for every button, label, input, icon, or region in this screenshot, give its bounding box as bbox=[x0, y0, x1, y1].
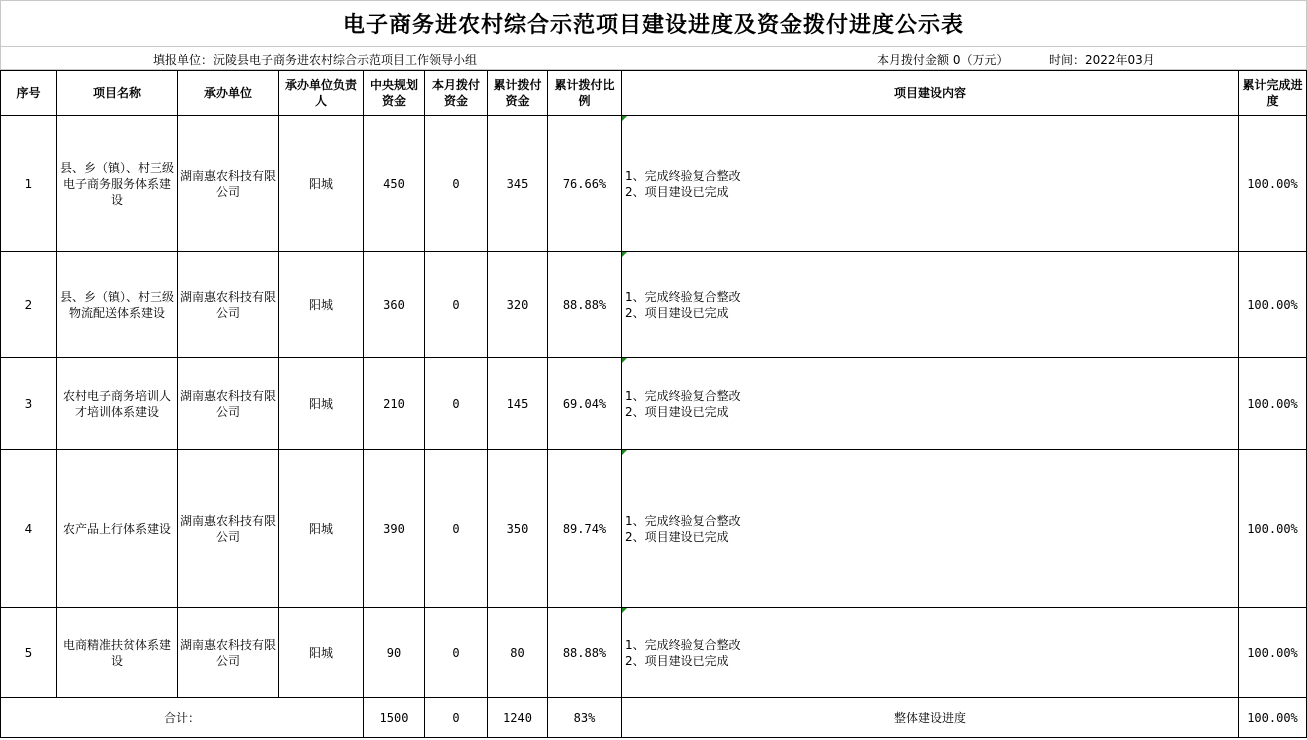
header-no: 序号 bbox=[1, 71, 57, 116]
cell-progress: 100.00% bbox=[1239, 116, 1307, 252]
cell-progress: 100.00% bbox=[1239, 608, 1307, 698]
header-unit: 承办单位 bbox=[178, 71, 279, 116]
table-row bbox=[1, 608, 1307, 698]
content-line-1: 1、完成终验复合整改 bbox=[625, 289, 741, 304]
cell-content bbox=[622, 116, 1239, 252]
cell-no: 1 bbox=[1, 116, 57, 252]
content-line-1: 1、完成终验复合整改 bbox=[625, 168, 741, 183]
content-line-1: 1、完成终验复合整改 bbox=[625, 388, 741, 403]
header-name: 项目名称 bbox=[57, 71, 178, 116]
cell-central: 360 bbox=[364, 252, 425, 358]
comment-marker-icon bbox=[622, 252, 627, 257]
cell-ratio: 89.74% bbox=[548, 450, 622, 608]
content-line-2: 2、项目建设已完成 bbox=[625, 404, 729, 419]
cell-project-name: 农村电子商务培训人才培训体系建设 bbox=[57, 358, 178, 450]
cell-project-name: 农产品上行体系建设 bbox=[57, 450, 178, 608]
cell-project-name: 县、乡（镇）、村三级物流配送体系建设 bbox=[57, 252, 178, 358]
progress-table bbox=[0, 70, 1307, 738]
cell-project-name: 电商精准扶贫体系建设 bbox=[57, 608, 178, 698]
cell-unit: 湖南惠农科技有限公司 bbox=[178, 358, 279, 450]
cell-person: 阳城 bbox=[279, 252, 364, 358]
cell-cum: 80 bbox=[488, 608, 548, 698]
reporting-unit: 填报单位：沅陵县电子商务进农村综合示范项目工作领导小组 bbox=[153, 53, 478, 67]
cell-cum: 350 bbox=[488, 450, 548, 608]
title-row bbox=[0, 0, 1307, 46]
cell-no: 5 bbox=[1, 608, 57, 698]
cell-month: 0 bbox=[425, 358, 488, 450]
info-row bbox=[0, 46, 1307, 70]
cell-ratio: 76.66% bbox=[548, 116, 622, 252]
cell-content bbox=[622, 358, 1239, 450]
cell-month: 0 bbox=[425, 450, 488, 608]
total-label: 合计： bbox=[1, 698, 364, 738]
total-progress: 100.00% bbox=[1239, 698, 1307, 738]
cell-cum: 145 bbox=[488, 358, 548, 450]
cell-content bbox=[622, 450, 1239, 608]
cell-unit: 湖南惠农科技有限公司 bbox=[178, 450, 279, 608]
table-row bbox=[1, 450, 1307, 608]
total-central: 1500 bbox=[364, 698, 425, 738]
table-row bbox=[1, 358, 1307, 450]
header-cum: 累计拨付资金 bbox=[488, 71, 548, 116]
cell-progress: 100.00% bbox=[1239, 252, 1307, 358]
comment-marker-icon bbox=[622, 116, 627, 121]
content-line-2: 2、项目建设已完成 bbox=[625, 184, 729, 199]
total-row bbox=[1, 698, 1307, 738]
cell-person: 阳城 bbox=[279, 450, 364, 608]
table-row bbox=[1, 252, 1307, 358]
cell-central: 210 bbox=[364, 358, 425, 450]
cell-person: 阳城 bbox=[279, 116, 364, 252]
total-content: 整体建设进度 bbox=[622, 698, 1239, 738]
content-line-2: 2、项目建设已完成 bbox=[625, 305, 729, 320]
cell-ratio: 69.04% bbox=[548, 358, 622, 450]
cell-no: 2 bbox=[1, 252, 57, 358]
cell-month: 0 bbox=[425, 608, 488, 698]
total-ratio: 83% bbox=[548, 698, 622, 738]
content-line-2: 2、项目建设已完成 bbox=[625, 653, 729, 668]
cell-content bbox=[622, 252, 1239, 358]
comment-marker-icon bbox=[622, 608, 627, 613]
total-month: 0 bbox=[425, 698, 488, 738]
content-line-1: 1、完成终验复合整改 bbox=[625, 513, 741, 528]
header-row bbox=[1, 71, 1307, 116]
cell-person: 阳城 bbox=[279, 608, 364, 698]
content-line-1: 1、完成终验复合整改 bbox=[625, 637, 741, 652]
cell-no: 3 bbox=[1, 358, 57, 450]
cell-central: 90 bbox=[364, 608, 425, 698]
header-person: 承办单位负责人 bbox=[279, 71, 364, 116]
cell-central: 390 bbox=[364, 450, 425, 608]
cell-unit: 湖南惠农科技有限公司 bbox=[178, 608, 279, 698]
comment-marker-icon bbox=[622, 358, 627, 363]
monthly-amount: 本月拨付金额 0（万元） bbox=[877, 53, 1009, 67]
cell-month: 0 bbox=[425, 116, 488, 252]
header-ratio: 累计拨付比例 bbox=[548, 71, 622, 116]
cell-month: 0 bbox=[425, 252, 488, 358]
cell-cum: 320 bbox=[488, 252, 548, 358]
comment-marker-icon bbox=[622, 450, 627, 455]
page-title: 电子商务进农村综合示范项目建设进度及资金拨付进度公示表 bbox=[342, 13, 964, 38]
cell-unit: 湖南惠农科技有限公司 bbox=[178, 116, 279, 252]
header-progress: 累计完成进度 bbox=[1239, 71, 1307, 116]
table-row bbox=[1, 116, 1307, 252]
cell-ratio: 88.88% bbox=[548, 252, 622, 358]
cell-ratio: 88.88% bbox=[548, 608, 622, 698]
header-content: 项目建设内容 bbox=[622, 71, 1239, 116]
cell-progress: 100.00% bbox=[1239, 358, 1307, 450]
header-month: 本月拨付资金 bbox=[425, 71, 488, 116]
cell-no: 4 bbox=[1, 450, 57, 608]
cell-cum: 345 bbox=[488, 116, 548, 252]
cell-central: 450 bbox=[364, 116, 425, 252]
header-central: 中央规划资金 bbox=[364, 71, 425, 116]
cell-content bbox=[622, 608, 1239, 698]
report-time: 时间：2022年03月 bbox=[1049, 53, 1155, 67]
total-cum: 1240 bbox=[488, 698, 548, 738]
cell-progress: 100.00% bbox=[1239, 450, 1307, 608]
cell-project-name: 县、乡（镇）、村三级电子商务服务体系建设 bbox=[57, 116, 178, 252]
content-line-2: 2、项目建设已完成 bbox=[625, 529, 729, 544]
cell-unit: 湖南惠农科技有限公司 bbox=[178, 252, 279, 358]
cell-person: 阳城 bbox=[279, 358, 364, 450]
